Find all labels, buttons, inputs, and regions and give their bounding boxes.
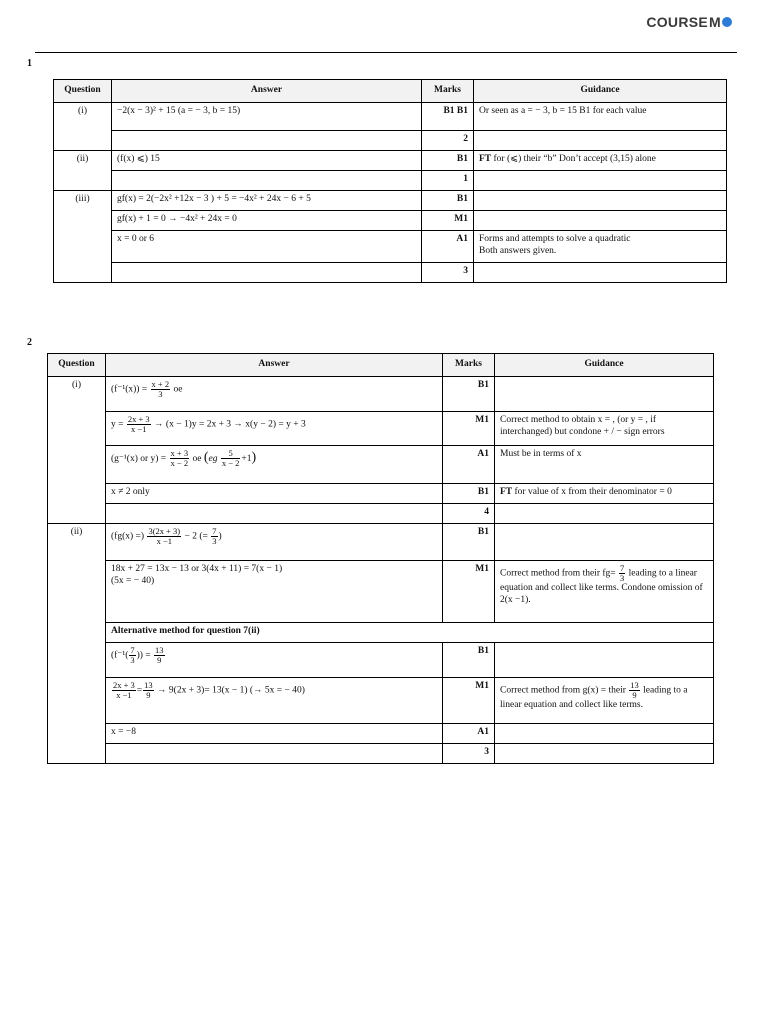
table-row xyxy=(48,412,714,446)
marks-cell: M1 xyxy=(443,561,495,623)
numerator: x + 2 xyxy=(151,379,170,389)
answer-text: → 9(2x + 3)= 13(x − 1) (→ 5x = − 40) xyxy=(157,685,305,696)
table-row xyxy=(54,151,727,171)
answer-cell xyxy=(106,377,443,412)
guidance-text: Correct method from their fg= xyxy=(500,568,616,579)
answer-cell: gf(x) + 1 = 0 → −4x² + 24x = 0 xyxy=(112,211,422,231)
numerator: 13 xyxy=(144,680,153,690)
marks-cell: M1 xyxy=(443,678,495,724)
guidance-cell xyxy=(474,171,727,191)
question-number: 2 xyxy=(27,337,32,348)
answer-text: ) xyxy=(218,531,222,542)
answer-cell: x = 0 or 6 xyxy=(112,231,422,263)
answer-cell: x = −8 xyxy=(106,724,443,744)
guidance-cell xyxy=(474,131,727,151)
guidance-cell xyxy=(474,211,727,231)
header-answer: Answer xyxy=(112,80,422,103)
header-marks: Marks xyxy=(422,80,474,103)
answer-cell xyxy=(106,412,443,446)
alternative-method-heading: Alternative method for question 7(ii) xyxy=(106,623,714,643)
fraction xyxy=(221,449,241,468)
answer-text: (g⁻¹(x) or y) = xyxy=(111,454,167,464)
numerator: 7 xyxy=(212,526,217,536)
fraction xyxy=(154,646,165,665)
guidance-text: Correct method from g(x) = their xyxy=(500,685,626,696)
answer-text: = xyxy=(136,685,143,696)
table-row xyxy=(48,377,714,412)
question-part: (i) xyxy=(48,377,106,524)
mark-scheme-table-1 xyxy=(53,79,727,283)
marks-total: 3 xyxy=(443,744,495,764)
answer-text: y = xyxy=(111,419,124,430)
answer-text: oe xyxy=(192,454,202,464)
table-row xyxy=(48,484,714,504)
answer-text: (f⁻¹( xyxy=(111,650,129,661)
table-row xyxy=(48,678,714,724)
table-row xyxy=(48,643,714,678)
marks-total: 1 xyxy=(422,171,474,191)
fraction xyxy=(151,380,171,399)
marks-cell: A1 xyxy=(422,231,474,263)
header-guidance: Guidance xyxy=(474,80,727,103)
denominator: 3 xyxy=(130,654,135,665)
table-row xyxy=(48,504,714,524)
question-part: (iii) xyxy=(54,191,112,283)
table-header-row xyxy=(48,354,714,377)
answer-text: → (x − 1)y = 2x + 3 → x(y − 2) = y + 3 xyxy=(154,419,306,430)
table-row xyxy=(54,103,727,131)
guidance-cell xyxy=(474,263,727,283)
header-guidance: Guidance xyxy=(495,354,714,377)
fraction xyxy=(147,527,181,546)
guidance-cell xyxy=(495,377,714,412)
table-row xyxy=(54,191,727,211)
numerator: 2x + 3 xyxy=(113,680,135,690)
header-question: Question xyxy=(54,80,112,103)
question-part: (ii) xyxy=(48,524,106,764)
marks-total: 2 xyxy=(422,131,474,151)
denominator: x −1 xyxy=(116,689,132,700)
logo-dot-icon xyxy=(722,17,732,27)
table-row xyxy=(54,131,727,151)
marks-total: 4 xyxy=(443,504,495,524)
answer-cell xyxy=(106,643,443,678)
numerator: x + 3 xyxy=(170,448,189,459)
table-row xyxy=(54,171,727,191)
fraction xyxy=(143,681,154,700)
denominator: 3 xyxy=(212,535,217,546)
numerator: 3(2x + 3) xyxy=(148,526,181,536)
denominator: x −1 xyxy=(131,423,147,434)
guidance-cell xyxy=(495,524,714,561)
fraction xyxy=(211,527,217,546)
answer-text: +1 xyxy=(241,454,252,464)
header-answer: Answer xyxy=(106,354,443,377)
marks-cell: B1 xyxy=(422,191,474,211)
denominator: 3 xyxy=(158,388,163,399)
answer-cell xyxy=(106,678,443,724)
answer-cell: (f(x) ⩽) 15 xyxy=(112,151,422,171)
logo-mark xyxy=(709,14,732,30)
paren-open: ( xyxy=(203,450,209,465)
marks-cell: A1 xyxy=(443,446,495,484)
fraction xyxy=(112,681,136,700)
guidance-cell xyxy=(495,561,714,623)
answer-text: (f⁻¹(x)) = xyxy=(111,384,148,395)
guidance-cell: Must be in terms of x xyxy=(495,446,714,484)
answer-cell xyxy=(112,171,422,191)
guidance-cell xyxy=(474,151,727,171)
table-row xyxy=(54,211,727,231)
answer-cell: −2(x − 3)² + 15 (a = − 3, b = 15) xyxy=(112,103,422,131)
fraction xyxy=(129,646,135,665)
answer-text: eg xyxy=(208,454,218,464)
answer-cell: x ≠ 2 only xyxy=(106,484,443,504)
answer-cell xyxy=(106,446,443,484)
answer-line: 18x + 27 = 13x − 13 or 3(4x + 11) = 7(x − 1) xyxy=(111,564,283,574)
table-row xyxy=(54,263,727,283)
denominator: 3 xyxy=(620,572,625,583)
answer-text: − 2 (= xyxy=(184,531,208,542)
guidance-text: leading to a linear equation and collect like terms. Condone omission of 2(x −1). xyxy=(500,568,703,605)
logo-letter: M xyxy=(709,14,721,30)
question-part: (i) xyxy=(54,103,112,151)
guidance-text: for (⩽) their “b” Don’t accept (3,15) alone xyxy=(491,154,656,164)
guidance-cell xyxy=(474,191,727,211)
answer-cell xyxy=(106,561,443,623)
answer-cell xyxy=(106,504,443,524)
marks-cell: B1 B1 xyxy=(422,103,474,131)
marks-cell: M1 xyxy=(422,211,474,231)
fraction xyxy=(619,564,625,583)
header-marks: Marks xyxy=(443,354,495,377)
guidance-cell xyxy=(474,231,727,263)
guidance-cell: Correct method to obtain x = , (or y = , if interchanged) but condone + / − sign errors xyxy=(495,412,714,446)
denominator: 9 xyxy=(146,689,151,700)
answer-cell: gf(x) = 2(−2x² +12x − 3 ) + 5 = −4x² + 24x − 6 + 5 xyxy=(112,191,422,211)
table-row xyxy=(48,524,714,561)
table-row xyxy=(48,446,714,484)
marks-cell: B1 xyxy=(443,524,495,561)
denominator: x − 2 xyxy=(221,458,240,469)
answer-cell xyxy=(112,263,422,283)
fraction xyxy=(127,415,151,434)
coursemo-logo xyxy=(646,14,732,30)
question-part: (ii) xyxy=(54,151,112,191)
fraction xyxy=(170,449,190,468)
numerator: 7 xyxy=(620,563,625,573)
marks-cell: M1 xyxy=(443,412,495,446)
fraction xyxy=(629,681,640,700)
guidance-line: Forms and attempts to solve a quadratic xyxy=(479,234,631,244)
question-number: 1 xyxy=(27,58,32,69)
logo-text: COURSE xyxy=(646,14,709,30)
guidance-ft: FT xyxy=(479,154,492,164)
table-header-row xyxy=(54,80,727,103)
numerator: 13 xyxy=(630,680,639,690)
marks-total: 3 xyxy=(422,263,474,283)
denominator: 9 xyxy=(157,654,162,665)
numerator: 13 xyxy=(155,645,164,655)
mark-scheme-table-2 xyxy=(47,353,714,764)
guidance-text: for value of x from their denominator = 0 xyxy=(512,487,672,497)
table-row xyxy=(48,623,714,643)
answer-cell xyxy=(112,131,422,151)
guidance-cell: Or seen as a = − 3, b = 15 B1 for each value xyxy=(474,103,727,131)
header-divider xyxy=(35,52,737,53)
numerator: 5 xyxy=(221,449,241,459)
answer-text: oe xyxy=(173,384,183,395)
marks-cell: B1 xyxy=(443,377,495,412)
guidance-cell xyxy=(495,678,714,724)
guidance-line: Both answers given. xyxy=(479,245,557,256)
guidance-text: leading to a linear equation and collect like terms. xyxy=(500,685,688,710)
table-row xyxy=(48,744,714,764)
answer-text: )) = xyxy=(136,650,151,661)
paren-close: ) xyxy=(251,450,257,465)
numerator: 2x + 3 xyxy=(127,414,150,424)
marks-cell: B1 xyxy=(443,643,495,678)
header-question: Question xyxy=(48,354,106,377)
guidance-cell xyxy=(495,744,714,764)
marks-cell: B1 xyxy=(443,484,495,504)
guidance-ft: FT xyxy=(500,487,513,497)
marks-cell: B1 xyxy=(422,151,474,171)
guidance-cell xyxy=(495,484,714,504)
denominator: x − 2 xyxy=(170,458,189,469)
marks-cell: A1 xyxy=(443,724,495,744)
table-row xyxy=(48,561,714,623)
guidance-cell xyxy=(495,724,714,744)
numerator: 7 xyxy=(130,645,135,655)
answer-line: (5x = − 40) xyxy=(111,575,155,586)
answer-cell xyxy=(106,744,443,764)
answer-text: (fg(x) =) xyxy=(111,531,145,542)
table-row xyxy=(54,231,727,263)
guidance-cell xyxy=(495,643,714,678)
denominator: x −1 xyxy=(156,535,172,546)
denominator: 9 xyxy=(632,689,637,700)
answer-cell xyxy=(106,524,443,561)
guidance-cell xyxy=(495,504,714,524)
table-row xyxy=(48,724,714,744)
